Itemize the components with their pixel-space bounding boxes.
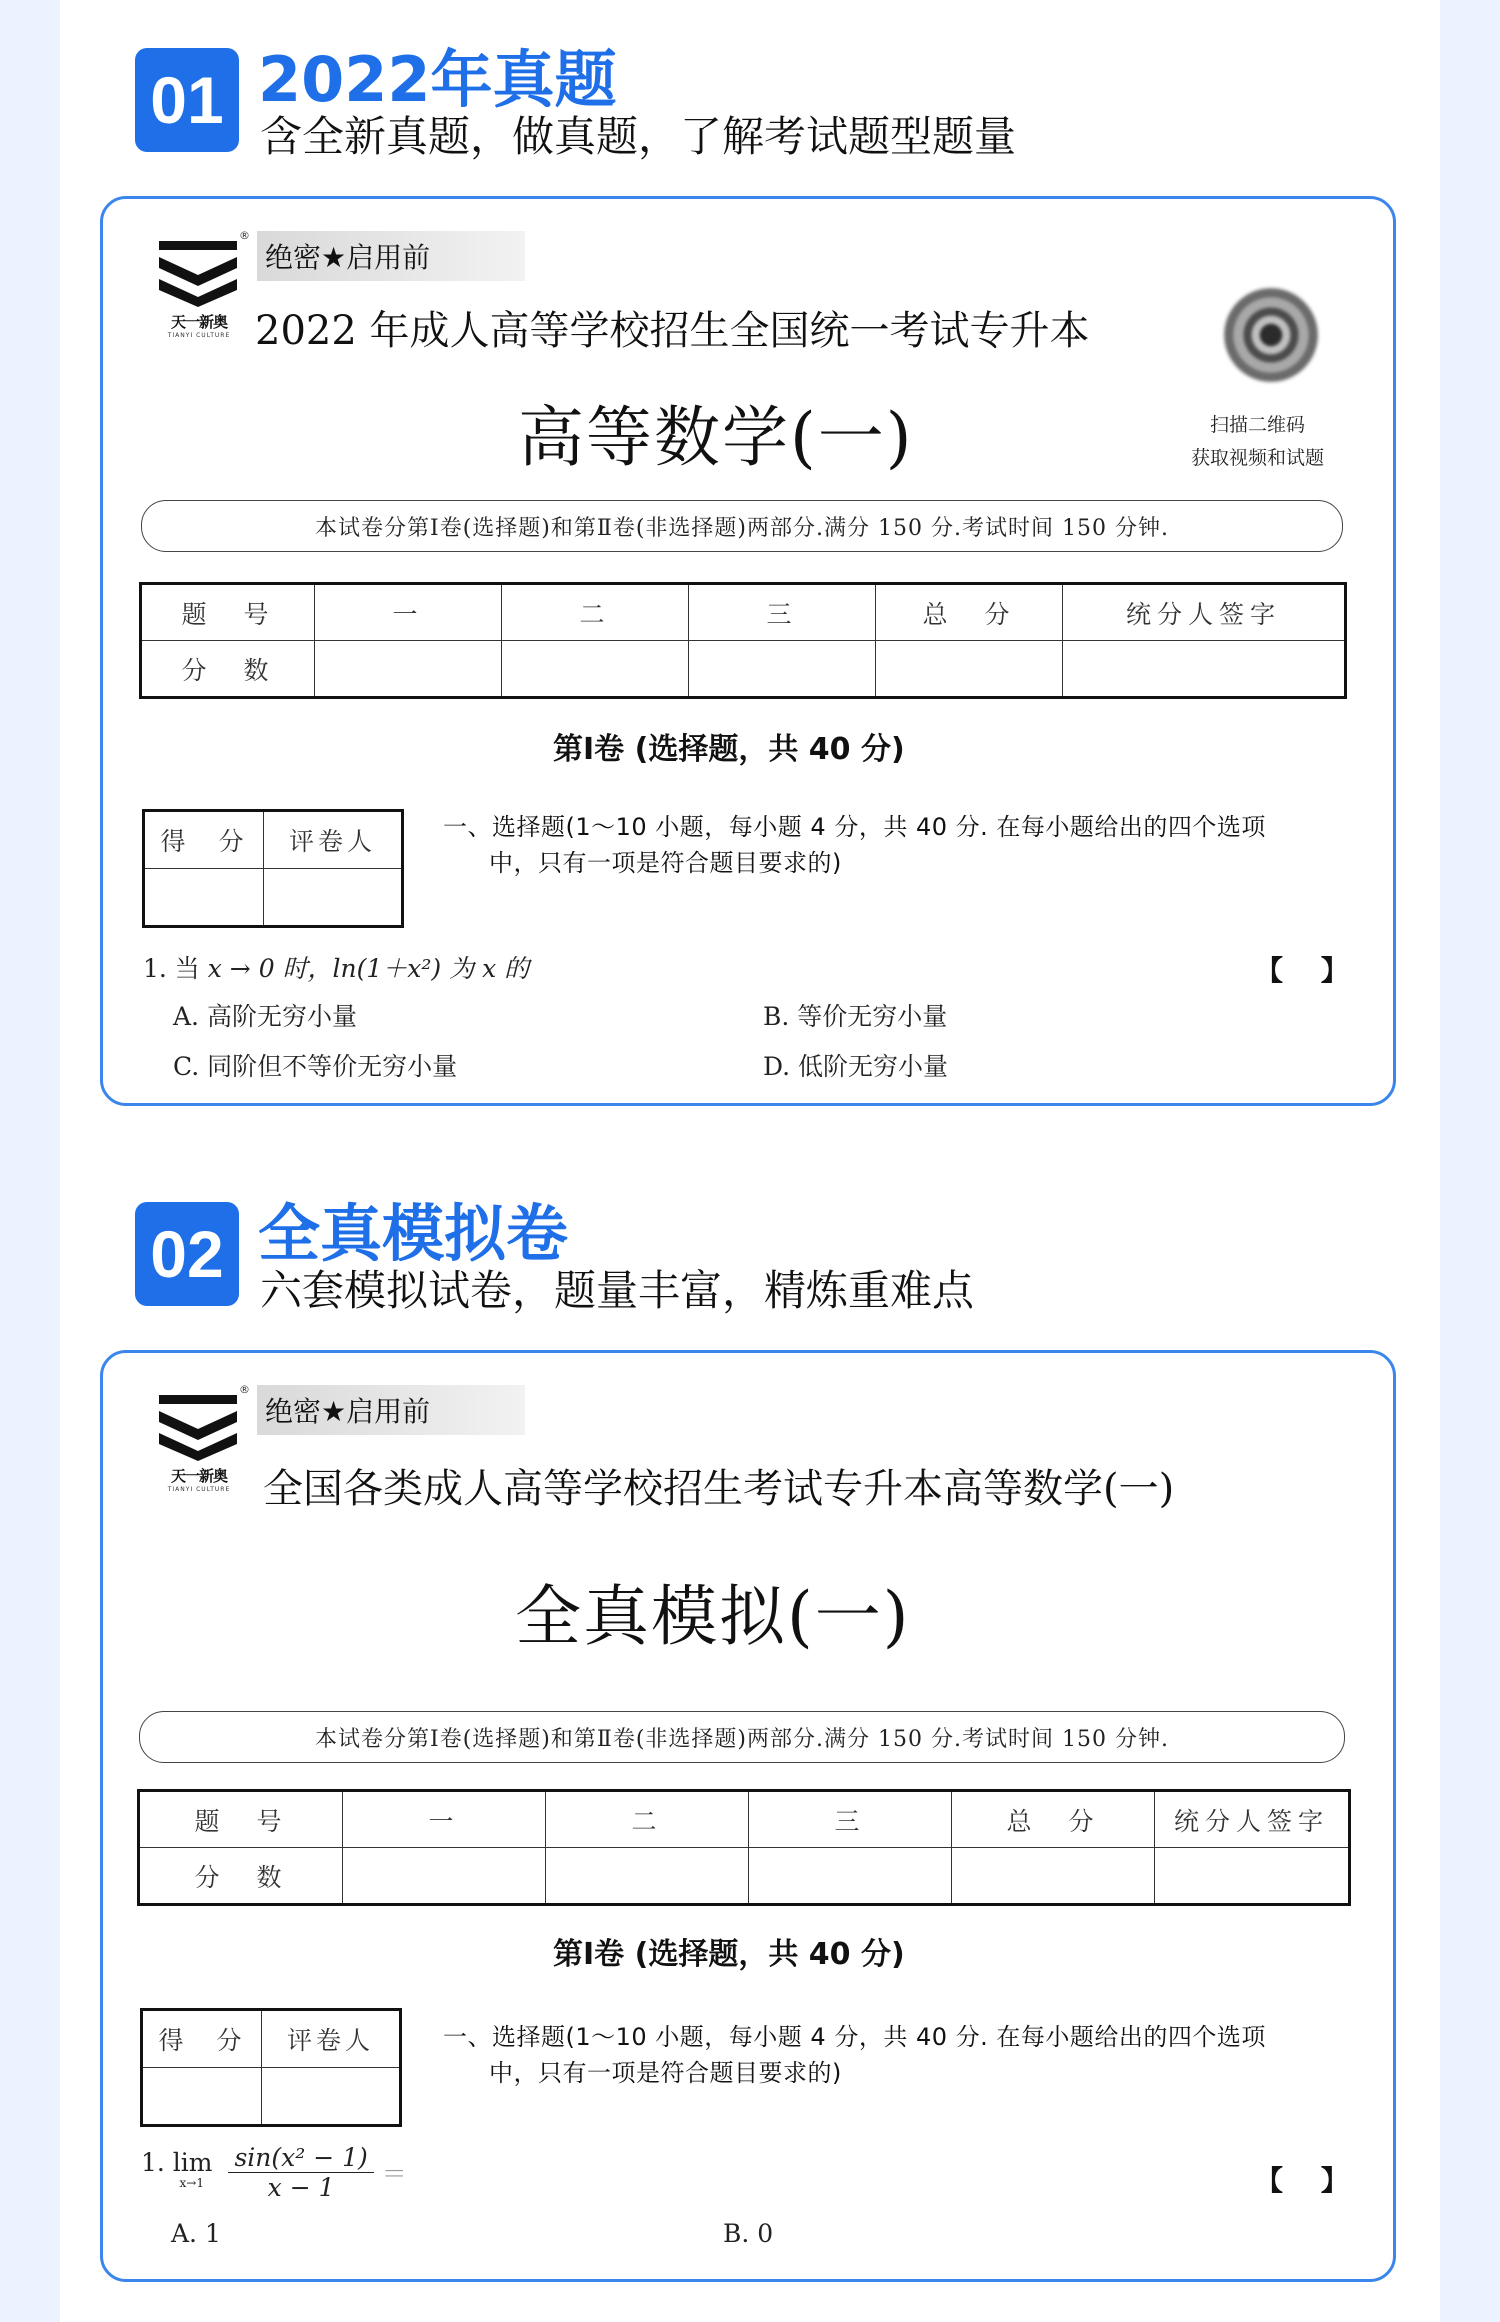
exam-title: 2022 年成人高等学校招生全国统一考试专升本	[255, 308, 1090, 354]
exam-notice: 本试卷分第Ⅰ卷(选择题)和第Ⅱ卷(非选择题)两部分.满分 150 分.考试时间 150 分钟.	[141, 500, 1343, 552]
exam-title: 全国各类成人高等学校招生考试专升本高等数学(一)	[263, 1466, 1175, 1512]
score-table-header: 三	[749, 1791, 952, 1848]
score-cell	[749, 1848, 952, 1905]
grader-table	[140, 2008, 402, 2127]
question-number: 1. 当	[143, 954, 208, 983]
answer-bracket: 【 】	[1255, 2164, 1349, 2197]
score-table-header: 总 分	[876, 584, 1063, 641]
section-title: 全真模拟卷	[258, 1197, 569, 1270]
score-table-header: 题 号	[141, 584, 315, 641]
score-cell	[876, 641, 1063, 698]
tianyi-logo	[159, 1395, 239, 1493]
option-a: A. 1	[171, 2219, 221, 2248]
limit-subscript: x→1	[179, 2175, 204, 2190]
score-table-header: 二	[502, 584, 689, 641]
score-table-row-label: 分 数	[141, 641, 315, 698]
score-cell	[315, 641, 502, 698]
instructions-line1: 一、选择题(1～10 小题，每小题 4 分，共 40 分. 在每小题给出的四个选项	[443, 2023, 1266, 2051]
instructions	[443, 2019, 1266, 2091]
registered-mark: ®	[239, 1383, 250, 1396]
grader-header: 评卷人	[262, 2010, 401, 2068]
qr-caption-line1: 扫描二维码	[1210, 414, 1306, 436]
section-number-badge: 01	[135, 48, 239, 152]
section-number-badge: 02	[135, 1202, 239, 1306]
limit-text: 1. lim	[141, 2147, 213, 2177]
section-subtitle: 含全新真题，做真题，了解考试题型题量	[260, 112, 1017, 161]
option-b: B. 等价无穷小量	[763, 1002, 948, 1031]
option-a: A. 高阶无穷小量	[173, 1002, 357, 1031]
answer-bracket: 【 】	[1255, 954, 1349, 987]
question-stem	[141, 2143, 407, 2202]
grader-cell	[142, 2068, 262, 2126]
grader-header: 评卷人	[264, 811, 403, 869]
question-text: x → 0 时，ln(1＋x²) 为 x 的	[207, 954, 530, 983]
subject-title: 全真模拟(一)	[515, 1578, 911, 1655]
score-cell	[502, 641, 689, 698]
fraction-numerator: sin(x² − 1)	[228, 2143, 373, 2173]
exam-notice: 本试卷分第Ⅰ卷(选择题)和第Ⅱ卷(非选择题)两部分.满分 150 分.考试时间 150 分钟.	[139, 1711, 1345, 1763]
section-subtitle: 六套模拟试卷，题量丰富，精炼重难点	[260, 1266, 975, 1315]
qr-caption	[1191, 409, 1324, 475]
instructions-line2: 中，只有一项是符合题目要求的)	[489, 849, 842, 877]
score-table-row-label: 分 数	[139, 1848, 343, 1905]
score-cell	[952, 1848, 1155, 1905]
score-table-header: 二	[546, 1791, 749, 1848]
limit-operator	[141, 2147, 213, 2193]
grader-table	[142, 809, 404, 928]
option-b: B. 0	[723, 2219, 774, 2248]
qr-code-icon[interactable]	[1223, 287, 1319, 383]
score-cell	[343, 1848, 546, 1905]
option-c: C. 同阶但不等价无穷小量	[173, 1052, 458, 1081]
instructions-line2: 中，只有一项是符合题目要求的)	[489, 2059, 842, 2087]
score-table-header: 一	[315, 584, 502, 641]
grader-header: 得 分	[144, 811, 264, 869]
option-d: D. 低阶无穷小量	[763, 1052, 949, 1081]
part-title: 第Ⅰ卷 (选择题，共 40 分)	[553, 732, 905, 767]
qr-caption-line2: 获取视频和试题	[1191, 447, 1325, 469]
logo-brand-en: TIANYI CULTURE	[167, 1486, 231, 1493]
score-cell	[689, 641, 876, 698]
logo-brand-text: 天一新奥	[170, 1467, 227, 1485]
instructions-line1: 一、选择题(1～10 小题，每小题 4 分，共 40 分. 在每小题给出的四个选项	[443, 813, 1266, 841]
score-cell	[1155, 1848, 1350, 1905]
score-table-header: 总 分	[952, 1791, 1155, 1848]
equals-sign: ＝	[381, 2159, 407, 2189]
score-cell	[546, 1848, 749, 1905]
secret-label: 绝密★启用前	[257, 231, 525, 281]
grader-cell	[264, 869, 403, 927]
secret-label: 绝密★启用前	[257, 1385, 525, 1435]
fraction-denominator: x − 1	[267, 2173, 335, 2202]
registered-mark: ®	[239, 229, 250, 242]
score-table	[139, 582, 1347, 699]
score-table-header: 统分人签字	[1155, 1791, 1350, 1848]
logo-brand-en: TIANYI CULTURE	[167, 332, 231, 339]
chevron-logo-icon	[159, 1395, 237, 1461]
question-stem	[143, 949, 529, 985]
limit-fraction	[228, 2143, 373, 2202]
tianyi-logo	[159, 241, 239, 339]
score-table-header: 一	[343, 1791, 546, 1848]
score-table-header: 题 号	[139, 1791, 343, 1848]
grader-header: 得 分	[142, 2010, 262, 2068]
chevron-logo-icon	[159, 241, 237, 307]
part-title: 第Ⅰ卷 (选择题，共 40 分)	[553, 1937, 905, 1972]
subject-title: 高等数学(一)	[518, 399, 914, 476]
section-title: 2022年真题	[258, 43, 617, 116]
grader-cell	[144, 869, 264, 927]
score-table-header: 统分人签字	[1063, 584, 1346, 641]
exam-paper-preview-card[interactable]	[100, 196, 1396, 1106]
score-table	[137, 1789, 1351, 1906]
logo-brand-text: 天一新奥	[170, 313, 227, 331]
grader-cell	[262, 2068, 401, 2126]
score-table-header: 三	[689, 584, 876, 641]
instructions	[443, 809, 1266, 881]
exam-paper-preview-card[interactable]	[100, 1350, 1396, 2282]
score-cell	[1063, 641, 1346, 698]
